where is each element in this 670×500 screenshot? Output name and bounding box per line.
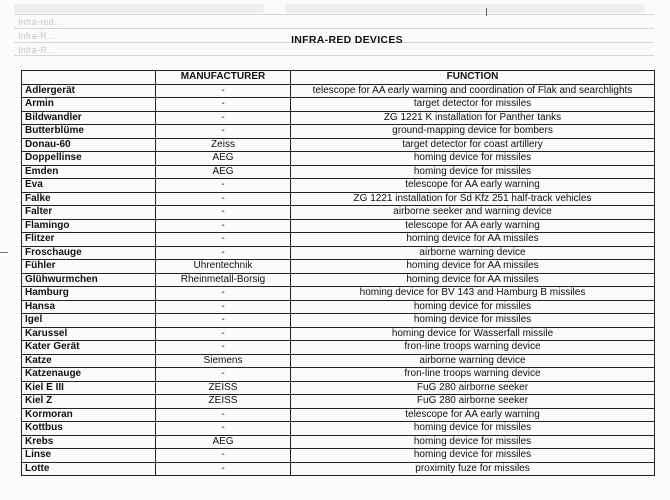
table-row [22,395,655,409]
table-row [22,368,655,382]
manufacturer-cell: Zeiss [156,138,291,152]
function-cell: homing device for missiles [291,314,655,328]
manufacturer-cell: - [156,300,291,314]
table-row [22,300,655,314]
table-row [22,314,655,328]
device-name-cell: Kottbus [22,422,156,436]
function-cell: FuG 280 airborne seeker [291,395,655,409]
device-name-cell: Fühler [22,260,156,274]
manufacturer-cell: - [156,219,291,233]
manufacturer-cell: - [156,206,291,220]
manufacturer-cell: - [156,341,291,355]
devices-table [21,70,655,476]
faint-text: Infra-red... [18,17,62,27]
pen-mark [486,8,487,16]
device-name-cell: Falter [22,206,156,220]
function-cell: homing device for missiles [291,435,655,449]
table-row [22,206,655,220]
device-name-cell: Kiel Z [22,395,156,409]
manufacturer-cell: Rheinmetall-Borsig [156,273,291,287]
manufacturer-cell: - [156,314,291,328]
function-cell: homing device for AA missiles [291,273,655,287]
table-row [22,260,655,274]
manufacturer-cell: - [156,125,291,139]
table-row [22,98,655,112]
function-cell: homing device for missiles [291,152,655,166]
device-name-cell: Donau-60 [22,138,156,152]
function-cell: homing device for missiles [291,449,655,463]
table-row [22,422,655,436]
device-name-cell: Armin [22,98,156,112]
function-cell: telescope for AA early warning [291,219,655,233]
manufacturer-cell: - [156,449,291,463]
faint-line [14,55,654,56]
device-name-cell: Katzenauge [22,368,156,382]
table-row [22,408,655,422]
devices-table-container [21,70,654,476]
function-cell: telescope for AA early warning and coordination of Flak and searchlights [291,84,655,98]
device-name-cell: Hansa [22,300,156,314]
device-name-cell: Lotte [22,462,156,476]
manufacturer-cell: ZEISS [156,395,291,409]
table-row [22,462,655,476]
table-row [22,354,655,368]
device-name-cell: Butterblüme [22,125,156,139]
manufacturer-cell: - [156,111,291,125]
device-name-cell: Froschauge [22,246,156,260]
function-cell: telescope for AA early warning [291,408,655,422]
function-cell: homing device for Wasserfall missile [291,327,655,341]
header-function: FUNCTION [291,71,655,85]
device-name-cell: Doppellinse [22,152,156,166]
device-name-cell: Igel [22,314,156,328]
faint-block [14,4,264,13]
table-row [22,449,655,463]
table-row [22,341,655,355]
table-row [22,233,655,247]
table-row [22,273,655,287]
device-name-cell: Adlergerät [22,84,156,98]
function-cell: fron-line troops warning device [291,341,655,355]
function-cell: homing device for missiles [291,165,655,179]
function-cell: ZG 1221 K installation for Panther tanks [291,111,655,125]
faint-block [285,4,645,13]
manufacturer-cell: - [156,246,291,260]
table-row [22,152,655,166]
faint-line [14,28,654,29]
manufacturer-cell: - [156,98,291,112]
function-cell: FuG 280 airborne seeker [291,381,655,395]
device-name-cell: Katze [22,354,156,368]
faint-line [14,14,654,15]
manufacturer-cell: - [156,192,291,206]
manufacturer-cell: - [156,422,291,436]
table-row [22,219,655,233]
manufacturer-cell: Uhrentechnik [156,260,291,274]
device-name-cell: Kater Gerät [22,341,156,355]
function-cell: target detector for coast artillery [291,138,655,152]
header-manufacturer: MANUFACTURER [156,71,291,85]
device-name-cell: Falke [22,192,156,206]
manufacturer-cell: - [156,408,291,422]
manufacturer-cell: - [156,287,291,301]
function-cell: airborne warning device [291,354,655,368]
table-row [22,381,655,395]
table-row [22,287,655,301]
device-name-cell: Flamingo [22,219,156,233]
device-name-cell: Eva [22,179,156,193]
function-cell: telescope for AA early warning [291,179,655,193]
table-header-row [22,71,655,85]
manufacturer-cell: Siemens [156,354,291,368]
manufacturer-cell: - [156,368,291,382]
table-row [22,125,655,139]
table-row [22,138,655,152]
page-title: INFRA-RED DEVICES [291,34,403,46]
function-cell: ZG 1221 installation for Sd Kfz 251 half-track vehicles [291,192,655,206]
manufacturer-cell: - [156,462,291,476]
device-name-cell: Emden [22,165,156,179]
manufacturer-cell: - [156,84,291,98]
device-name-cell: Hamburg [22,287,156,301]
table-row [22,327,655,341]
table-row [22,165,655,179]
device-name-cell: Kiel E III [22,381,156,395]
function-cell: airborne warning device [291,246,655,260]
manufacturer-cell: AEG [156,435,291,449]
table-row [22,179,655,193]
device-name-cell: Flitzer [22,233,156,247]
faint-bleedthrough-header [0,0,670,66]
header-name [22,71,156,85]
function-cell: homing device for BV 143 and Hamburg B missiles [291,287,655,301]
device-name-cell: Glühwurmchen [22,273,156,287]
device-name-cell: Krebs [22,435,156,449]
manufacturer-cell: ZEISS [156,381,291,395]
table-body [22,84,655,476]
manufacturer-cell: AEG [156,165,291,179]
function-cell: proximity fuze for missiles [291,462,655,476]
function-cell: fron-line troops warning device [291,368,655,382]
table-row [22,435,655,449]
manufacturer-cell: - [156,233,291,247]
faint-text: Infra-R... [18,45,56,55]
faint-text: Infra-R... [18,31,56,41]
function-cell: homing device for AA missiles [291,260,655,274]
device-name-cell: Kormoran [22,408,156,422]
function-cell: homing device for missiles [291,422,655,436]
margin-mark [0,252,8,253]
function-cell: target detector for missiles [291,98,655,112]
manufacturer-cell: - [156,327,291,341]
function-cell: ground-mapping device for bombers [291,125,655,139]
table-row [22,192,655,206]
table-row [22,111,655,125]
manufacturer-cell: - [156,179,291,193]
table-row [22,84,655,98]
manufacturer-cell: AEG [156,152,291,166]
device-name-cell: Bildwandler [22,111,156,125]
function-cell: airborne seeker and warning device [291,206,655,220]
device-name-cell: Karussel [22,327,156,341]
function-cell: homing device for missiles [291,300,655,314]
table-row [22,246,655,260]
function-cell: homing device for AA missiles [291,233,655,247]
device-name-cell: Linse [22,449,156,463]
